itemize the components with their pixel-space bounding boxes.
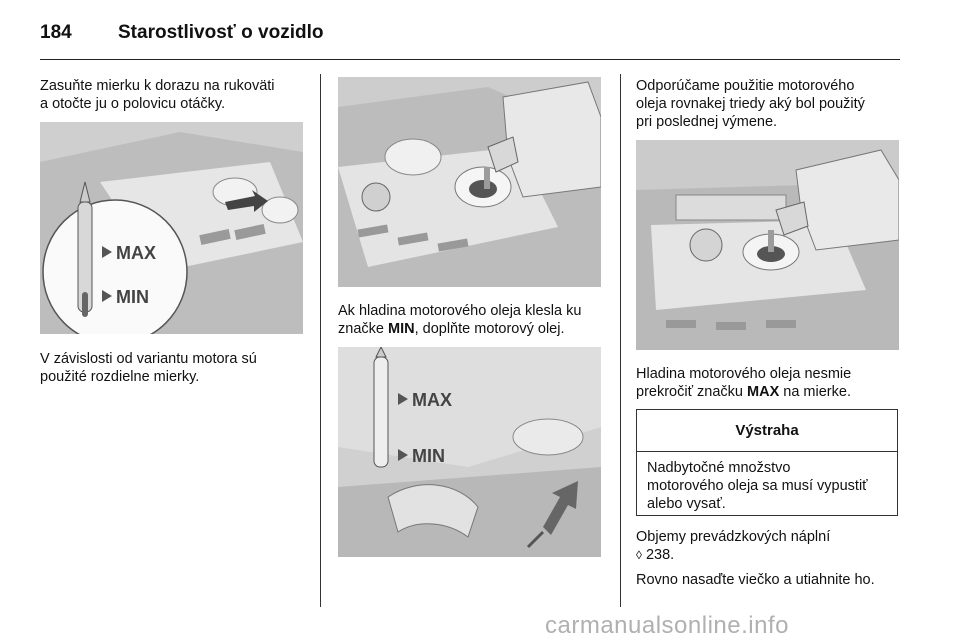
warning-title: Výstraha (637, 410, 897, 452)
chapter-title: Starostlivosť o vozidlo (118, 22, 324, 43)
col1-para1 (40, 77, 310, 113)
text-line: Odporúčame použitie motorového (636, 78, 855, 94)
oil-fill-engine-illustration (636, 140, 899, 350)
min-mark-ref: MIN (387, 321, 415, 337)
oil-pour-illustration (338, 77, 601, 287)
page-header (40, 18, 323, 48)
max-mark-ref: MAX (747, 384, 780, 400)
text-line: alebo vysať. (647, 496, 726, 512)
column-divider-2 (620, 74, 621, 607)
watermark: carmanualsonline.info (545, 612, 789, 639)
warning-box (636, 409, 898, 516)
text-span: prekročiť značku (636, 384, 748, 400)
warning-text (637, 452, 897, 513)
text-line: a otočte ju o polovicu otáčky. (40, 96, 226, 112)
text-line: použité rozdielne mierky. (40, 369, 200, 385)
dipstick-engine-illustration (338, 347, 601, 557)
header-rule (40, 59, 900, 60)
col1-para2 (40, 350, 310, 386)
dipstick-insert-illustration (40, 122, 303, 334)
text-line: Objemy prevádzkových náplní (636, 529, 831, 545)
text-line (338, 320, 608, 338)
text-line: Rovno nasaďte viečko a utiahnite ho. (636, 572, 875, 588)
page-number: 184 (40, 22, 72, 43)
max-mark-label: MAX (412, 390, 452, 410)
text-span: značke (338, 321, 388, 337)
page-reference-arrow-icon: ◊ (636, 548, 642, 562)
col3-para3 (636, 528, 906, 564)
text-line (636, 383, 906, 401)
text-line: pri poslednej výmene. (636, 114, 778, 130)
text-line: Zasuňte mierku k dorazu na rukoväti (40, 78, 275, 94)
text-line: oleja rovnakej triedy aký bol použitý (636, 96, 865, 112)
reference-page-number: 238. (641, 547, 675, 563)
max-mark-label: MAX (116, 243, 156, 263)
col3-para1 (636, 77, 906, 131)
column-divider-1 (320, 74, 321, 607)
page-reference[interactable] (636, 546, 906, 564)
min-mark-label: MIN (116, 287, 149, 307)
col3-para4 (636, 571, 906, 589)
text-line: motorového oleja sa musí vypustiť (647, 478, 868, 494)
text-line: Nadbytočné množstvo (647, 460, 791, 476)
min-mark-label: MIN (412, 446, 445, 466)
text-line: Hladina motorového oleja nesmie (636, 366, 852, 382)
col3-para2 (636, 365, 906, 401)
text-line: V závislosti od variantu motora sú (40, 351, 257, 367)
text-span: , doplňte motorový olej. (414, 321, 565, 337)
col2-para1 (338, 302, 608, 338)
text-span: na mierke. (779, 384, 851, 400)
text-line: Ak hladina motorového oleja klesla ku (338, 303, 582, 319)
